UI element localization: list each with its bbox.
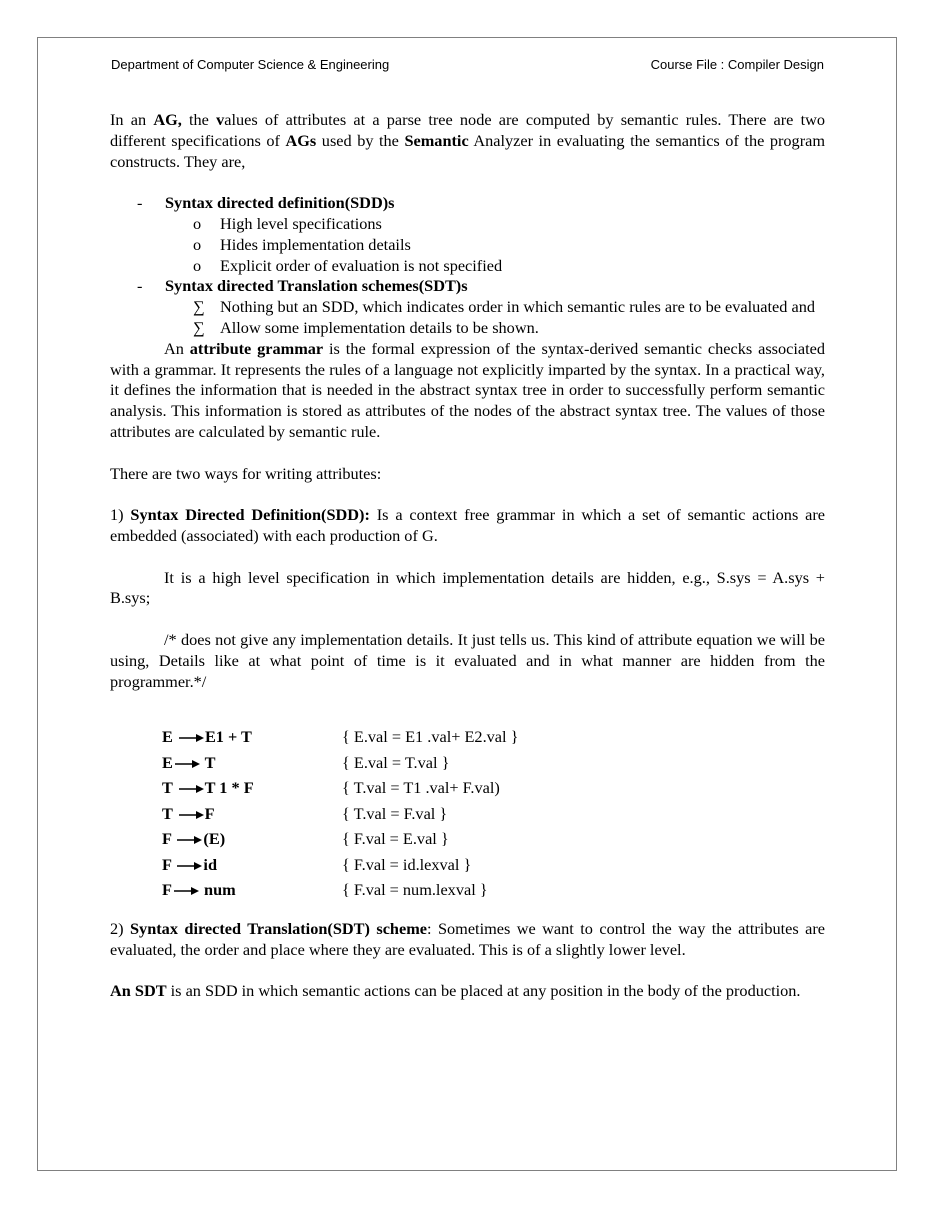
arrow-icon xyxy=(179,784,204,794)
list-item-sdd: - Syntax directed definition(SDD)s xyxy=(137,193,395,213)
comment-paragraph: /* does not give any implementation details. It just tells us. This kind of attribute equation we will be using, Details like at what point of time is it evaluated and in what manner are hidden from the programmer.*/ xyxy=(110,629,825,691)
intro-paragraph: In an AG, the values of attributes at a parse tree node are computed by semantic rules. There are two different specifications of AGs used by the Semantic Analyzer in evaluating the semantics of the program constructs. They are, xyxy=(110,110,826,171)
list-subitem: ∑ Nothing but an SDD, which indicates order in which semantic rules are to be evaluated and xyxy=(193,297,815,317)
high-level-paragraph: It is a high level specification in which implementation details are hidden, e.g., S.sys = A.sys + B.sys; xyxy=(110,567,825,608)
arrow-icon xyxy=(177,835,202,845)
production-row: F num { F.val = num.lexval } xyxy=(162,880,488,900)
header-department: Department of Computer Science & Engineering xyxy=(111,57,390,72)
list-subitem: o Explicit order of evaluation is not specified xyxy=(193,255,503,275)
sdd-paragraph: 1) Syntax Directed Definition(SDD): Is a context free grammar in which a set of semantic actions are embedded (associated) with each production of G. xyxy=(110,505,825,545)
production-row: T T 1 * F { T.val = T1 .val+ F.val) xyxy=(162,778,500,798)
production-table xyxy=(110,724,825,903)
arrow-icon xyxy=(179,810,204,820)
list-subitem: ∑ Allow some implementation details to be shown. xyxy=(193,317,539,337)
list-subitem: o Hides implementation details xyxy=(193,234,411,254)
arrow-icon xyxy=(179,733,204,743)
arrow-icon xyxy=(175,759,200,769)
production-row: E E1 + T { E.val = E1 .val+ E2.val } xyxy=(162,727,519,747)
production-row: T F { T.val = F.val } xyxy=(162,803,448,823)
header-course-file: Course File : Compiler Design xyxy=(650,57,824,72)
document-body xyxy=(110,110,825,1002)
arrow-icon xyxy=(177,861,202,871)
production-row: F id { F.val = id.lexval } xyxy=(162,854,472,874)
production-row: E T { E.val = T.val } xyxy=(162,752,450,772)
two-ways-paragraph: There are two ways for writing attributes: xyxy=(110,463,382,483)
spec-list xyxy=(110,193,825,339)
sdt-paragraph: 2) Syntax directed Translation(SDT) scheme: Sometimes we want to control the way the attributes are evaluated, the order and place where they are evaluated. This is of a slightly lower level. xyxy=(110,918,825,959)
attribute-grammar-paragraph: An attribute grammar is the formal expression of the syntax-derived semantic checks associated with a grammar. It represents the rules of a language not explicitly imparted by the syntax. In a practical way, it defines the information that is needed in the abstract syntax tree in order to successfully perform semantic analysis. This information is stored as attributes of the nodes of the abstract syntax tree. The values of those attributes are calculated by semantic rule. xyxy=(110,338,825,441)
production-row: F (E) { F.val = E.val } xyxy=(162,829,449,849)
arrow-icon xyxy=(174,886,199,896)
list-item-sdt: - Syntax directed Translation schemes(SDT)s xyxy=(137,276,468,296)
list-subitem: o High level specifications xyxy=(193,213,382,233)
an-sdt-paragraph: An SDT is an SDD in which semantic actions can be placed at any position in the body of the production. xyxy=(110,981,801,1001)
